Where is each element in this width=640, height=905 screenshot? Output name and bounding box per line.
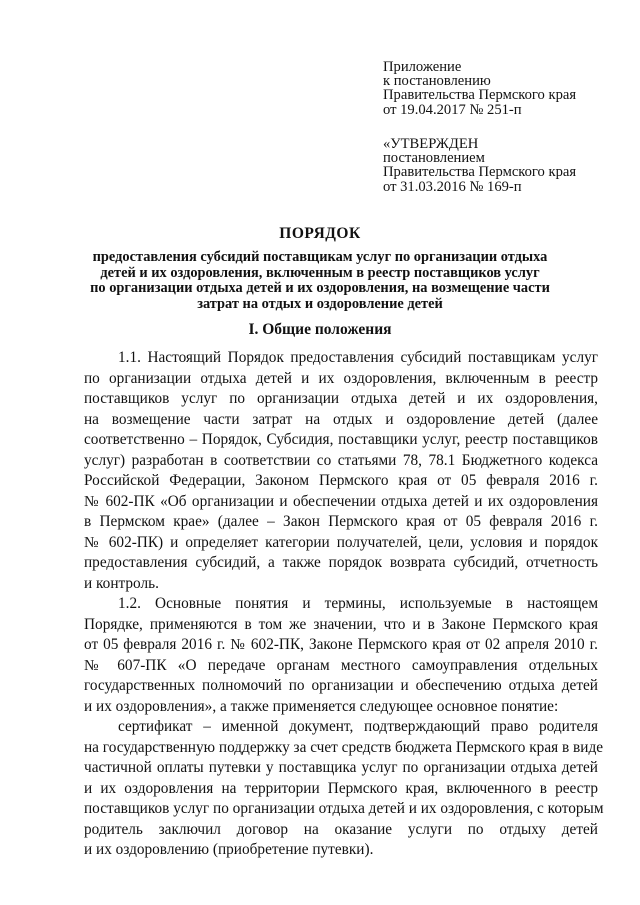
body-line: и контроль. [84,574,159,592]
body-text [84,348,604,861]
approval-line: постановлением [383,150,485,167]
approval-block-appendix [383,60,623,117]
subtitle-line: затрат на отдых и оздоровление детей [197,295,443,312]
approval-block-approved [383,137,623,194]
body-line: на государственную поддержку за счет средств бюджета Пермского края в виде [84,738,604,756]
body-line: на возмещение части затрат на отдых и оздоровление детей (далее [84,410,598,428]
body-line: и их оздоровлению (приобретение путевки). [84,841,374,858]
body-line: Российской Федерации, Законом Пермского края от 05 февраля 2016 г. [84,472,598,489]
body-line: частичной оплаты путевки у поставщика услуг по организации отдыха детей [84,759,598,776]
body-line: услуг) разработан в соответствии со статьями 78, 78.1 Бюджетного кодекса [84,451,598,469]
subtitle-line: по организации отдыха детей и их оздоровления, на возмещение части [90,280,550,296]
approval-line: от 19.04.2017 № 251-п [383,101,522,118]
approval-line: от 31.03.2016 № 169-п [383,178,522,195]
body-line: 1.1. Настоящий Порядок предоставления субсидий поставщикам услуг [118,349,598,366]
body-line: от 05 февраля 2016 г. № 602-ПК, Законе Пермского края от 02 апреля 2010 г. [84,636,598,653]
body-line: Порядке, применяются в том же значении, что и в Законе Пермского края [84,615,598,633]
body-line: сертификат – именной документ, подтверждающий право родителя [118,718,598,735]
approval-line: к постановлению [383,73,491,90]
body-line: государственных полномочий по организации и обеспечению отдыха детей [84,677,598,694]
body-line: соответственно – Порядок, Субсидия, поставщики услуг, реестр поставщиков [84,431,598,448]
subtitle-line: предоставления субсидий поставщикам услуг по организации отдыха [92,249,548,265]
subtitle-line: детей и их оздоровления, включенным в реестр поставщиков услуг [100,264,540,281]
body-line: поставщиков услуг по организации отдыха детей и их оздоровления, с которым [84,800,604,817]
section-heading: I. Общие положения [248,321,392,338]
approval-line: Правительства Пермского края [383,164,577,181]
approval-line: Правительства Пермского края [383,87,577,104]
body-line: № 607-ПК «О передаче органам местного самоуправления отдельных [84,656,598,674]
body-line: предоставления субсидий, а также порядок возврата субсидий, отчетность [84,554,598,571]
body-line: по организации отдыха детей и их оздоровления, включенным в реестр [84,369,598,387]
body-line: поставщиков услуг по организации отдыха детей и их оздоровления, [84,390,598,407]
body-line: родитель заключил договор на оказание услуги по отдыху детей [84,820,598,838]
approval-line: Приложение [383,59,462,75]
body-line: № 602-ПК) и определяет категории получателей, цели, условия и порядок [84,533,598,551]
document-title: ПОРЯДОК [279,225,361,242]
body-line: 1.2. Основные понятия и термины, используемые в настоящем [118,595,598,612]
body-line: и их оздоровления», а также применяется следующее основное понятие: [84,697,559,715]
body-line: № 602-ПК «Об организации и обеспечении отдыха детей и их оздоровления [84,492,598,510]
document-subtitle [80,250,560,312]
body-line: и их оздоровления на территории Пермского края, включенного в реестр [84,779,598,797]
body-line: в Пермском крае» (далее – Закон Пермского края от 05 февраля 2016 г. [84,513,598,530]
approval-line: «УТВЕРЖДЕН [383,136,479,152]
